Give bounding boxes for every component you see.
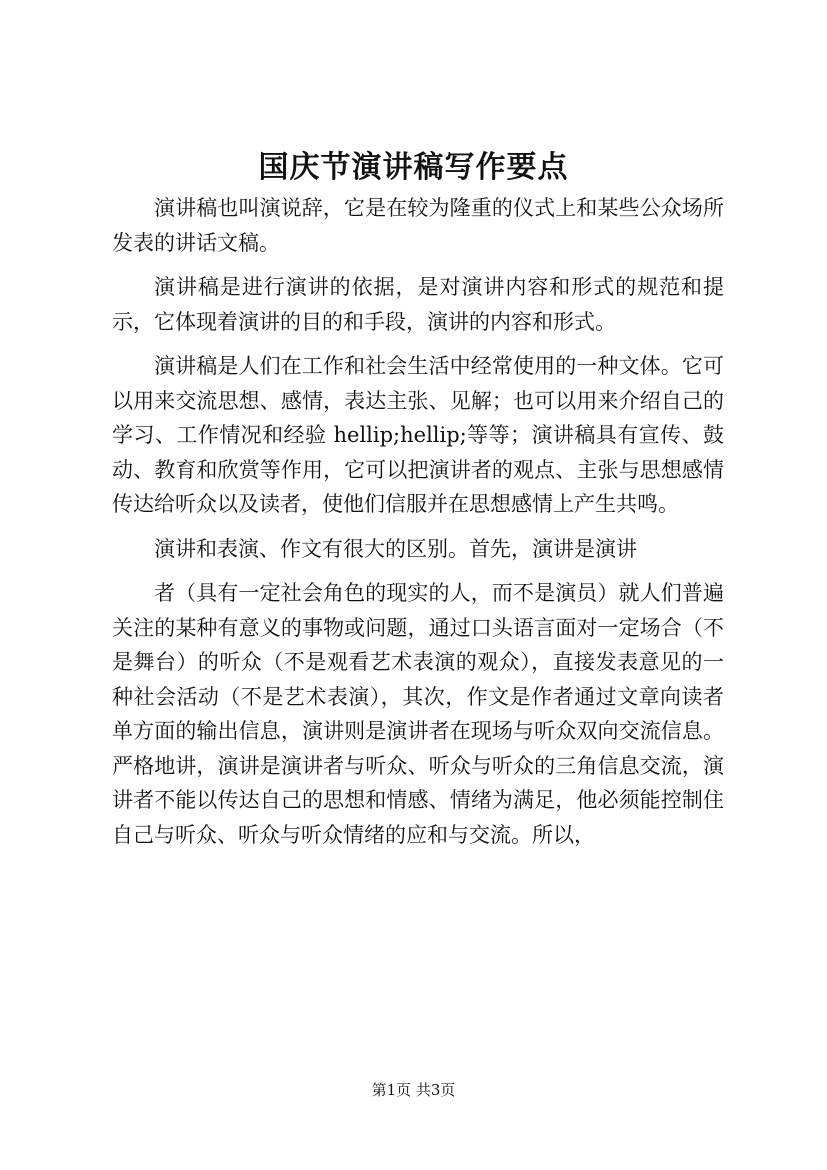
paragraph-2: 演讲稿是进行演讲的依据，是对演讲内容和形式的规范和提示，它体现着演讲的目的和手段，演讲的内容和形式。 — [112, 275, 724, 334]
paragraph-3: 演讲稿是人们在工作和社会生活中经常使用的一种文体。它可以用来交流思想、感情，表达主张、见解；也可以用来介绍自己的学习、工作情况和经验 hellip;hellip;等等；演讲稿具有宣传、鼓动、教育和欣赏等作用，它可以把演讲者的观点、主张与思想感情传达给听众以及读者，使他们信服并在思想感情上产生共鸣。 — [112, 354, 724, 516]
paragraph-1: 演讲稿也叫演说辞，它是在较为隆重的仪式上和某些公众场所发表的讲话文稿。 — [112, 196, 724, 255]
paragraph-4: 演讲和表演、作文有很大的区别。首先，演讲是演讲 — [154, 536, 637, 561]
paragraph-5: 者（具有一定社会角色的现实的人，而不是演员）就人们普遍关注的某种有意义的事物或问题，通过口头语言面对一定场合（不是舞台）的听众（不是观看艺术表演的观众），直接发表意见的一种社会活动（不是艺术表演），其次，作文是作者通过文章向读者单方面的输出信息，演讲则是演讲者在现场与听众双向交流信息。严格地讲，演讲是演讲者与听众、听众与听众的三角信息交流，演讲者不能以传达自己的思想和情感、情绪为满足，他必须能控制住自己与听众、听众与听众情绪的应和与交流。所以， — [112, 581, 724, 847]
document-body — [112, 191, 724, 852]
page-number-footer: 第1页 共3页 — [371, 1081, 456, 1099]
document-title: 国庆节演讲稿写作要点 — [258, 150, 569, 185]
